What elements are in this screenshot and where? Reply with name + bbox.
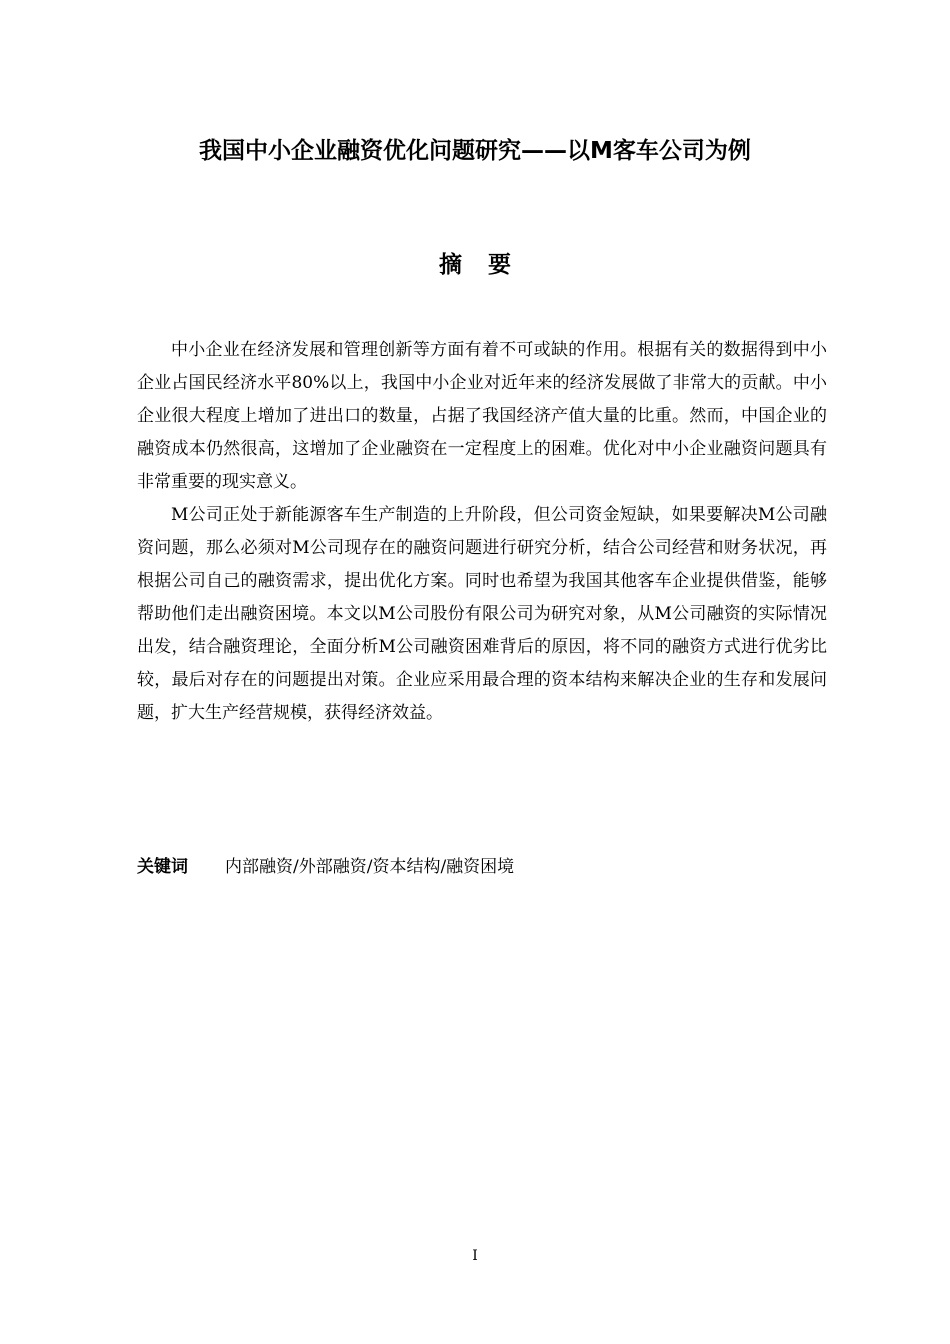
page-number: I: [472, 1248, 478, 1264]
abstract-paragraph-1: 中小企业在经济发展和管理创新等方面有着不可或缺的作用。根据有关的数据得到中小企业占国民经济水平80%以上，我国中小企业对近年来的经济发展做了非常大的贡献。中小企业很大程度上增加了进出口的数量，占据了我国经济产值大量的比重。然而，中国企业的融资成本仍然很高，这增加了企业融资在一定程度上的困难。优化对中小企业融资问题具有非常重要的现实意义。: [137, 340, 827, 492]
abstract-paragraph-2: M公司正处于新能源客车生产制造的上升阶段，但公司资金短缺，如果要解决M公司融资问题，那么必须对M公司现存在的融资问题进行研究分析，结合公司经营和财务状况，再根据公司自己的融资需求，提出优化方案。同时也希望为我国其他客车企业提供借鉴，能够帮助他们走出融资困境。本文以M公司股份有限公司为研究对象，从M公司融资的实际情况出发，结合融资理论，全面分析M公司融资困难背后的原因，将不同的融资方式进行优劣比较，最后对存在的问题提出对策。企业应采用最合理的资本结构来解决企业的生存和发展问题，扩大生产经营规模，获得经济效益。: [137, 505, 827, 723]
keywords-line: [137, 851, 827, 884]
keywords-value: 内部融资/外部融资/资本结构/融资困境: [225, 857, 515, 877]
keywords-label: 关键词: [137, 857, 188, 877]
document-title: 我国中小企业融资优化问题研究——以M客车公司为例: [199, 138, 751, 164]
abstract-body: [137, 334, 827, 730]
abstract-heading: 摘要: [439, 252, 537, 278]
